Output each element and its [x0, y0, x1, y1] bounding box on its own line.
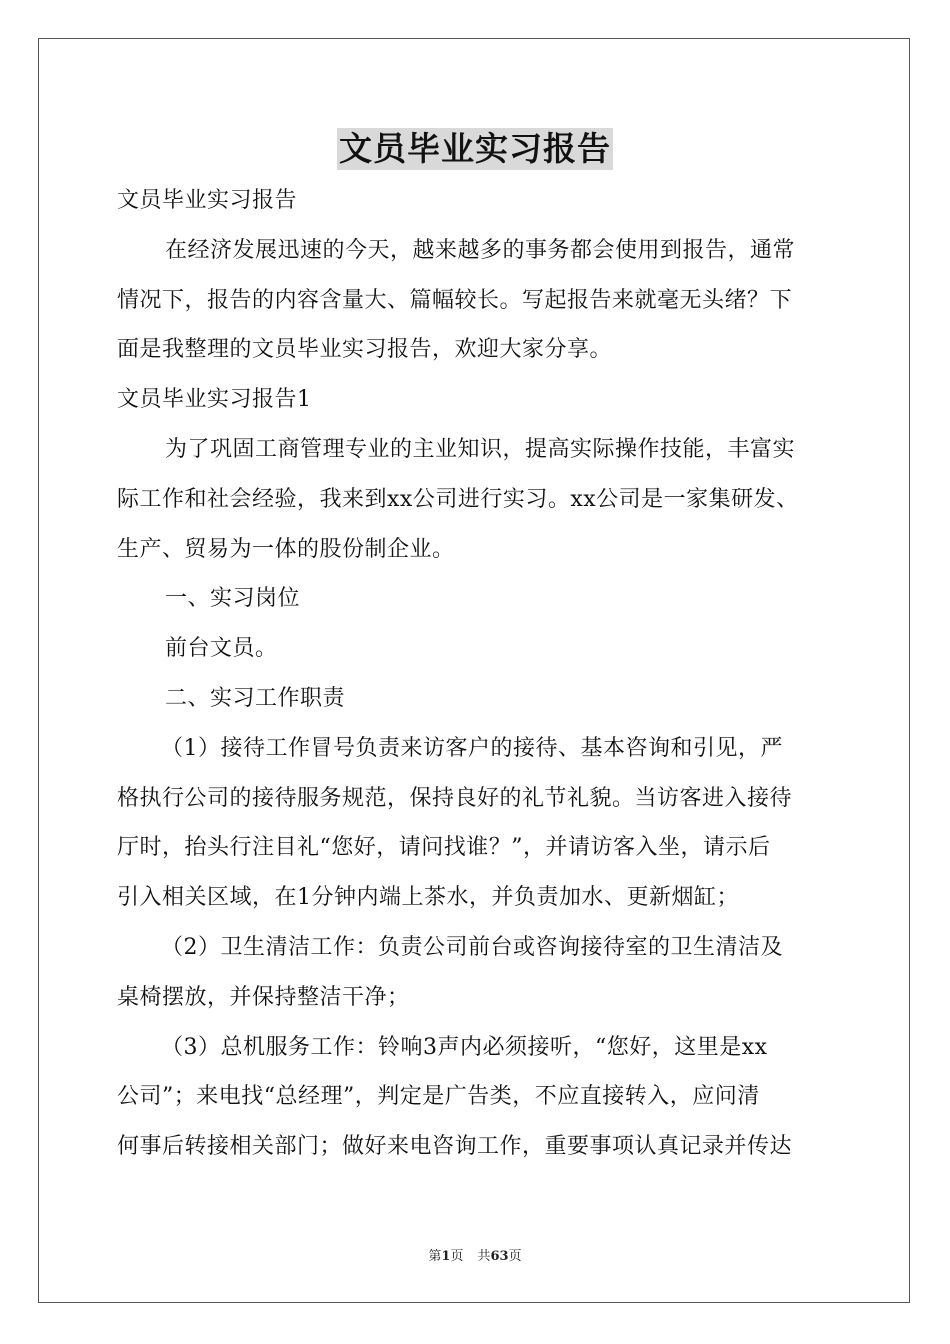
text-line: 情况下，报告的内容含量大、篇幅较长。写起报告来就毫无头绪？下 — [117, 287, 793, 313]
page-suffix: 页 — [450, 1249, 464, 1264]
section-heading: 文员毕业实习报告1 — [117, 387, 312, 413]
page-number: 1 — [441, 1249, 451, 1264]
doc-subtitle: 文员毕业实习报告 — [117, 188, 298, 213]
page-footer — [0, 1248, 950, 1266]
document-body — [117, 176, 857, 1172]
text-line: 际工作和社会经验，我来到xx公司进行实习。xx公司是一家集研发、 — [117, 486, 799, 512]
text-line: 在经济发展迅速的今天，越来越多的事务都会使用到报告，通常 — [165, 237, 796, 263]
text-line: 面是我整理的文员毕业实习报告，欢迎大家分享。 — [117, 337, 613, 363]
total-pages: 63 — [490, 1249, 509, 1264]
text-line: （3）总机服务工作：铃响3声内必须接听，“您好，这里是xx — [161, 1034, 768, 1060]
subsection-heading: 二、实习工作职责 — [165, 685, 346, 711]
text-line: 生产、贸易为一体的股份制企业。 — [117, 536, 455, 562]
document-title: 文员毕业实习报告 — [339, 129, 611, 168]
text-line: 厅时，抬头行注目礼“您好，请问找谁？”，并请访客入坐，请示后 — [117, 835, 771, 861]
text-line: 何事后转接相关部门；做好来电咨询工作，重要事项认真记录并传达 — [117, 1134, 793, 1160]
subsection-heading: 一、实习岗位 — [165, 586, 301, 612]
text-line: 公司”；来电找“总经理”，判定是广告类，不应直接转入，应问清 — [117, 1084, 760, 1110]
text-line: 为了巩固工商管理专业的主业知识，提高实际操作技能，丰富实 — [165, 436, 796, 462]
total-suffix: 页 — [508, 1249, 522, 1264]
title-area — [0, 128, 950, 170]
text-line: 前台文员。 — [165, 636, 278, 662]
text-line: 引入相关区域，在1分钟内端上茶水，并负责加水、更新烟缸； — [117, 885, 739, 911]
text-line: 格执行公司的接待服务规范，保持良好的礼节礼貌。当访客进入接待 — [117, 785, 793, 811]
text-line: （1）接待工作冒号负责来访客户的接待、基本咨询和引见，严 — [161, 735, 783, 761]
page-prefix: 第 — [428, 1249, 442, 1264]
text-line: 桌椅摆放，并保持整洁干净； — [117, 984, 410, 1010]
text-line: （2）卫生清洁工作：负责公司前台或咨询接待室的卫生清洁及 — [161, 934, 783, 960]
total-prefix: 共 — [477, 1249, 491, 1264]
